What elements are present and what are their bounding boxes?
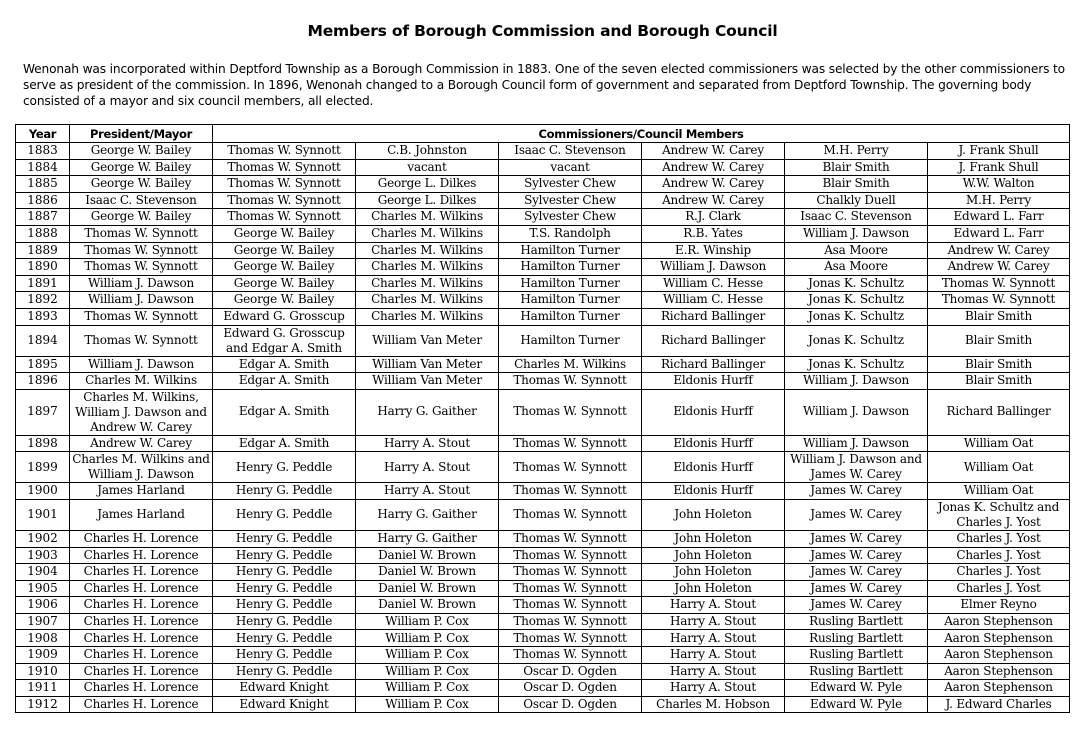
table-row	[16, 292, 1070, 309]
member-cell: Isaac C. Stevenson	[499, 143, 642, 160]
table-header-row	[16, 125, 1070, 143]
table-row	[16, 647, 1070, 664]
member-cell: Richard Ballinger	[642, 356, 785, 373]
member-cell: Richard Ballinger	[928, 389, 1070, 435]
member-cell: Andrew W. Carey	[642, 143, 785, 160]
member-cell: Richard Ballinger	[642, 308, 785, 325]
member-cell: William Van Meter	[356, 373, 499, 390]
member-cell: E.R. Winship	[642, 242, 785, 259]
member-cell: William C. Hesse	[642, 275, 785, 292]
member-cell: Aaron Stephenson	[928, 663, 1070, 680]
member-cell: Blair Smith	[785, 159, 928, 176]
member-cell: Rusling Bartlett	[785, 630, 928, 647]
member-cell: Asa Moore	[785, 259, 928, 276]
table-row	[16, 143, 1070, 160]
member-cell: Rusling Bartlett	[785, 663, 928, 680]
year-cell: 1893	[16, 308, 70, 325]
member-cell: Daniel W. Brown	[356, 547, 499, 564]
member-cell: Thomas W. Synnott	[213, 176, 356, 193]
president-cell: Charles M. Wilkins	[70, 373, 213, 390]
table-row	[16, 564, 1070, 581]
member-cell: Oscar D. Ogden	[499, 680, 642, 697]
member-cell: Charles J. Yost	[928, 564, 1070, 581]
member-cell: Jonas K. Schultz	[785, 356, 928, 373]
member-cell: Eldonis Hurff	[642, 373, 785, 390]
member-cell: Blair Smith	[928, 325, 1070, 356]
member-cell: Charles J. Yost	[928, 530, 1070, 547]
table-row	[16, 356, 1070, 373]
page-title: Members of Borough Commission and Borough Council	[307, 22, 778, 40]
president-cell: Charles H. Lorence	[70, 613, 213, 630]
member-cell: George W. Bailey	[213, 275, 356, 292]
member-cell: Andrew W. Carey	[642, 159, 785, 176]
president-cell: Charles H. Lorence	[70, 630, 213, 647]
header-members: Commissioners/Council Members	[213, 125, 1070, 143]
member-cell: Chalkly Duell	[785, 192, 928, 209]
president-cell: Charles H. Lorence	[70, 696, 213, 713]
table-row	[16, 530, 1070, 547]
table-row	[16, 225, 1070, 242]
member-cell: Asa Moore	[785, 242, 928, 259]
president-cell: Charles M. Wilkins and William J. Dawson	[70, 452, 213, 483]
member-cell: J. Frank Shull	[928, 159, 1070, 176]
member-cell: Hamilton Turner	[499, 292, 642, 309]
year-cell: 1906	[16, 597, 70, 614]
member-cell: vacant	[499, 159, 642, 176]
member-cell: Thomas W. Synnott	[499, 452, 642, 483]
president-cell: George W. Bailey	[70, 176, 213, 193]
member-cell: James W. Carey	[785, 564, 928, 581]
member-cell: Charles M. Wilkins	[356, 242, 499, 259]
member-cell: William P. Cox	[356, 696, 499, 713]
member-cell: George W. Bailey	[213, 242, 356, 259]
year-cell: 1884	[16, 159, 70, 176]
table-row	[16, 308, 1070, 325]
member-cell: William J. Dawson	[785, 389, 928, 435]
member-cell: Thomas W. Synnott	[213, 192, 356, 209]
member-cell: James W. Carey	[785, 499, 928, 530]
member-cell: Edward L. Farr	[928, 209, 1070, 226]
table-row	[16, 259, 1070, 276]
member-cell: Daniel W. Brown	[356, 597, 499, 614]
year-cell: 1887	[16, 209, 70, 226]
president-cell: George W. Bailey	[70, 209, 213, 226]
member-cell: John Holeton	[642, 580, 785, 597]
member-cell: Charles M. Wilkins	[356, 275, 499, 292]
table-row	[16, 242, 1070, 259]
member-cell: William Van Meter	[356, 325, 499, 356]
member-cell: Harry A. Stout	[356, 435, 499, 452]
year-cell: 1897	[16, 389, 70, 435]
member-cell: Thomas W. Synnott	[499, 597, 642, 614]
member-cell: Edgar A. Smith	[213, 356, 356, 373]
member-cell: James W. Carey	[785, 483, 928, 500]
member-cell: Andrew W. Carey	[928, 242, 1070, 259]
table-row	[16, 499, 1070, 530]
table-row	[16, 547, 1070, 564]
member-cell: Richard Ballinger	[642, 325, 785, 356]
member-cell: William Van Meter	[356, 356, 499, 373]
year-cell: 1885	[16, 176, 70, 193]
member-cell: George W. Bailey	[213, 292, 356, 309]
member-cell: Henry G. Peddle	[213, 499, 356, 530]
year-cell: 1896	[16, 373, 70, 390]
member-cell: Hamilton Turner	[499, 275, 642, 292]
member-cell: Aaron Stephenson	[928, 630, 1070, 647]
member-cell: Oscar D. Ogden	[499, 663, 642, 680]
member-cell: J. Edward Charles	[928, 696, 1070, 713]
year-cell: 1888	[16, 225, 70, 242]
president-cell: Thomas W. Synnott	[70, 242, 213, 259]
year-cell: 1889	[16, 242, 70, 259]
intro-paragraph	[23, 61, 1068, 110]
member-cell: William Oat	[928, 435, 1070, 452]
member-cell: R.J. Clark	[642, 209, 785, 226]
table-row	[16, 192, 1070, 209]
member-cell: Blair Smith	[928, 356, 1070, 373]
member-cell: Jonas K. Schultz	[785, 308, 928, 325]
table-row	[16, 176, 1070, 193]
member-cell: Henry G. Peddle	[213, 483, 356, 500]
member-cell: Thomas W. Synnott	[499, 613, 642, 630]
member-cell: Aaron Stephenson	[928, 613, 1070, 630]
member-cell: Thomas W. Synnott	[213, 209, 356, 226]
intro-line: Wenonah was incorporated within Deptford Township as a Borough Commission in 1883. One of the seven elected commissioners was selected by the other commissioners to	[23, 62, 1065, 76]
member-cell: William J. Dawson	[785, 435, 928, 452]
table-row	[16, 680, 1070, 697]
member-cell: vacant	[356, 159, 499, 176]
member-cell: Harry A. Stout	[642, 597, 785, 614]
year-cell: 1909	[16, 647, 70, 664]
member-cell: Andrew W. Carey	[642, 192, 785, 209]
member-cell: Henry G. Peddle	[213, 530, 356, 547]
member-cell: Edward Knight	[213, 680, 356, 697]
member-cell: Eldonis Hurff	[642, 452, 785, 483]
member-cell: Eldonis Hurff	[642, 483, 785, 500]
president-cell: Charles H. Lorence	[70, 597, 213, 614]
member-cell: James W. Carey	[785, 547, 928, 564]
president-cell: Thomas W. Synnott	[70, 308, 213, 325]
member-cell: Edward L. Farr	[928, 225, 1070, 242]
member-cell: Edgar A. Smith	[213, 435, 356, 452]
member-cell: Edgar A. Smith	[213, 389, 356, 435]
member-cell: R.B. Yates	[642, 225, 785, 242]
member-cell: Edward G. Grosscup	[213, 308, 356, 325]
member-cell: Sylvester Chew	[499, 209, 642, 226]
year-cell: 1911	[16, 680, 70, 697]
member-cell: Isaac C. Stevenson	[785, 209, 928, 226]
member-cell: Thomas W. Synnott	[928, 292, 1070, 309]
president-cell: Charles H. Lorence	[70, 663, 213, 680]
member-cell: Edward W. Pyle	[785, 680, 928, 697]
table-row	[16, 452, 1070, 483]
table-row	[16, 663, 1070, 680]
member-cell: John Holeton	[642, 547, 785, 564]
header-president-mayor: President/Mayor	[70, 125, 213, 143]
member-cell: Charles M. Wilkins	[356, 308, 499, 325]
intro-line: serve as president of the commission. In 1896, Wenonah changed to a Borough Council form of government and separated from Deptford Township. The governing body	[23, 78, 1032, 93]
member-cell: Harry A. Stout	[642, 613, 785, 630]
members-table	[15, 124, 1070, 713]
member-cell: M.H. Perry	[785, 143, 928, 160]
member-cell: Hamilton Turner	[499, 259, 642, 276]
table-row	[16, 597, 1070, 614]
member-cell: William Oat	[928, 483, 1070, 500]
member-cell: Henry G. Peddle	[213, 564, 356, 581]
member-cell: Harry A. Stout	[642, 663, 785, 680]
president-cell: Thomas W. Synnott	[70, 225, 213, 242]
year-cell: 1898	[16, 435, 70, 452]
member-cell: Charles M. Wilkins	[356, 209, 499, 226]
member-cell: Henry G. Peddle	[213, 647, 356, 664]
member-cell: George L. Dilkes	[356, 176, 499, 193]
member-cell: Henry G. Peddle	[213, 597, 356, 614]
president-cell: Andrew W. Carey	[70, 435, 213, 452]
member-cell: Henry G. Peddle	[213, 630, 356, 647]
member-cell: Charles M. Wilkins	[356, 225, 499, 242]
year-cell: 1892	[16, 292, 70, 309]
member-cell: Thomas W. Synnott	[499, 483, 642, 500]
year-cell: 1907	[16, 613, 70, 630]
year-cell: 1905	[16, 580, 70, 597]
member-cell: Thomas W. Synnott	[928, 275, 1070, 292]
member-cell: Henry G. Peddle	[213, 547, 356, 564]
member-cell: Elmer Reyno	[928, 597, 1070, 614]
member-cell: Jonas K. Schultz	[785, 325, 928, 356]
table-row	[16, 696, 1070, 713]
member-cell: Thomas W. Synnott	[499, 373, 642, 390]
member-cell: Sylvester Chew	[499, 176, 642, 193]
member-cell: Charles M. Wilkins	[356, 259, 499, 276]
member-cell: Daniel W. Brown	[356, 580, 499, 597]
president-cell: James Harland	[70, 483, 213, 500]
member-cell: Edgar A. Smith	[213, 373, 356, 390]
member-cell: Edward Knight	[213, 696, 356, 713]
year-cell: 1890	[16, 259, 70, 276]
president-cell: George W. Bailey	[70, 143, 213, 160]
member-cell: William Oat	[928, 452, 1070, 483]
table-row	[16, 613, 1070, 630]
member-cell: Eldonis Hurff	[642, 389, 785, 435]
member-cell: Henry G. Peddle	[213, 613, 356, 630]
member-cell: George W. Bailey	[213, 225, 356, 242]
member-cell: James W. Carey	[785, 530, 928, 547]
member-cell: J. Frank Shull	[928, 143, 1070, 160]
member-cell: Thomas W. Synnott	[499, 499, 642, 530]
member-cell: James W. Carey	[785, 580, 928, 597]
intro-line: consisted of a mayor and six council members, all elected.	[23, 94, 374, 109]
president-cell: Charles H. Lorence	[70, 547, 213, 564]
member-cell: William C. Hesse	[642, 292, 785, 309]
table-row	[16, 630, 1070, 647]
member-cell: Charles J. Yost	[928, 580, 1070, 597]
member-cell: Thomas W. Synnott	[499, 564, 642, 581]
president-cell: Charles H. Lorence	[70, 580, 213, 597]
member-cell: Harry G. Gaither	[356, 530, 499, 547]
president-cell: Charles H. Lorence	[70, 680, 213, 697]
member-cell: Jonas K. Schultz	[785, 292, 928, 309]
member-cell: Harry G. Gaither	[356, 389, 499, 435]
member-cell: Andrew W. Carey	[642, 176, 785, 193]
member-cell: Oscar D. Ogden	[499, 696, 642, 713]
member-cell: Harry G. Gaither	[356, 499, 499, 530]
president-cell: William J. Dawson	[70, 292, 213, 309]
member-cell: Thomas W. Synnott	[499, 580, 642, 597]
president-cell: Charles H. Lorence	[70, 530, 213, 547]
member-cell: Charles J. Yost	[928, 547, 1070, 564]
member-cell: Charles M. Wilkins	[356, 292, 499, 309]
member-cell: Thomas W. Synnott	[213, 143, 356, 160]
member-cell: Harry A. Stout	[642, 647, 785, 664]
president-cell: Thomas W. Synnott	[70, 325, 213, 356]
member-cell: William J. Dawson	[785, 373, 928, 390]
member-cell: T.S. Randolph	[499, 225, 642, 242]
member-cell: Sylvester Chew	[499, 192, 642, 209]
member-cell: Thomas W. Synnott	[499, 647, 642, 664]
member-cell: James W. Carey	[785, 597, 928, 614]
member-cell: John Holeton	[642, 499, 785, 530]
member-cell: John Holeton	[642, 530, 785, 547]
year-cell: 1899	[16, 452, 70, 483]
member-cell: Rusling Bartlett	[785, 613, 928, 630]
year-cell: 1908	[16, 630, 70, 647]
member-cell: Hamilton Turner	[499, 325, 642, 356]
member-cell: Blair Smith	[928, 373, 1070, 390]
member-cell: Harry A. Stout	[356, 452, 499, 483]
president-cell: Charles H. Lorence	[70, 647, 213, 664]
member-cell: Andrew W. Carey	[928, 259, 1070, 276]
president-cell: Thomas W. Synnott	[70, 259, 213, 276]
table-row	[16, 580, 1070, 597]
member-cell: Hamilton Turner	[499, 308, 642, 325]
member-cell: William P. Cox	[356, 663, 499, 680]
president-cell: William J. Dawson	[70, 275, 213, 292]
year-cell: 1912	[16, 696, 70, 713]
member-cell: Thomas W. Synnott	[213, 159, 356, 176]
member-cell: William P. Cox	[356, 680, 499, 697]
year-cell: 1891	[16, 275, 70, 292]
member-cell: William J. Dawson	[642, 259, 785, 276]
president-cell: George W. Bailey	[70, 159, 213, 176]
year-cell: 1894	[16, 325, 70, 356]
member-cell: William J. Dawson	[785, 225, 928, 242]
table-body	[16, 143, 1070, 713]
member-cell: Eldonis Hurff	[642, 435, 785, 452]
year-cell: 1903	[16, 547, 70, 564]
president-cell: Isaac C. Stevenson	[70, 192, 213, 209]
member-cell: M.H. Perry	[928, 192, 1070, 209]
member-cell: Blair Smith	[928, 308, 1070, 325]
table-row	[16, 209, 1070, 226]
member-cell: Thomas W. Synnott	[499, 547, 642, 564]
member-cell: Thomas W. Synnott	[499, 389, 642, 435]
year-cell: 1902	[16, 530, 70, 547]
table-row	[16, 373, 1070, 390]
member-cell: Charles M. Hobson	[642, 696, 785, 713]
member-cell: Thomas W. Synnott	[499, 530, 642, 547]
year-cell: 1895	[16, 356, 70, 373]
member-cell: Blair Smith	[785, 176, 928, 193]
year-cell: 1886	[16, 192, 70, 209]
year-cell: 1901	[16, 499, 70, 530]
member-cell: Henry G. Peddle	[213, 663, 356, 680]
member-cell: Aaron Stephenson	[928, 647, 1070, 664]
member-cell: C.B. Johnston	[356, 143, 499, 160]
member-cell: William P. Cox	[356, 613, 499, 630]
member-cell: Harry A. Stout	[356, 483, 499, 500]
member-cell: George W. Bailey	[213, 259, 356, 276]
member-cell: W.W. Walton	[928, 176, 1070, 193]
president-cell: Charles H. Lorence	[70, 564, 213, 581]
member-cell: Jonas K. Schultz	[785, 275, 928, 292]
year-cell: 1883	[16, 143, 70, 160]
member-cell: William P. Cox	[356, 630, 499, 647]
table-row	[16, 275, 1070, 292]
year-cell: 1900	[16, 483, 70, 500]
table-row	[16, 483, 1070, 500]
member-cell: George L. Dilkes	[356, 192, 499, 209]
member-cell: Harry A. Stout	[642, 680, 785, 697]
member-cell: Rusling Bartlett	[785, 647, 928, 664]
president-cell: Charles M. Wilkins, William J. Dawson and Andrew W. Carey	[70, 389, 213, 435]
member-cell: Harry A. Stout	[642, 630, 785, 647]
member-cell: Edward G. Grosscup and Edgar A. Smith	[213, 325, 356, 356]
year-cell: 1904	[16, 564, 70, 581]
member-cell: Daniel W. Brown	[356, 564, 499, 581]
member-cell: Henry G. Peddle	[213, 580, 356, 597]
president-cell: James Harland	[70, 499, 213, 530]
header-year: Year	[16, 125, 70, 143]
member-cell: Thomas W. Synnott	[499, 435, 642, 452]
member-cell: Jonas K. Schultz and Charles J. Yost	[928, 499, 1070, 530]
table-row	[16, 389, 1070, 435]
member-cell: William J. Dawson and James W. Carey	[785, 452, 928, 483]
member-cell: Edward W. Pyle	[785, 696, 928, 713]
year-cell: 1910	[16, 663, 70, 680]
table-row	[16, 325, 1070, 356]
member-cell: Charles M. Wilkins	[499, 356, 642, 373]
president-cell: William J. Dawson	[70, 356, 213, 373]
table-row	[16, 435, 1070, 452]
member-cell: John Holeton	[642, 564, 785, 581]
member-cell: Henry G. Peddle	[213, 452, 356, 483]
member-cell: Aaron Stephenson	[928, 680, 1070, 697]
member-cell: William P. Cox	[356, 647, 499, 664]
member-cell: Thomas W. Synnott	[499, 630, 642, 647]
table-row	[16, 159, 1070, 176]
member-cell: Hamilton Turner	[499, 242, 642, 259]
